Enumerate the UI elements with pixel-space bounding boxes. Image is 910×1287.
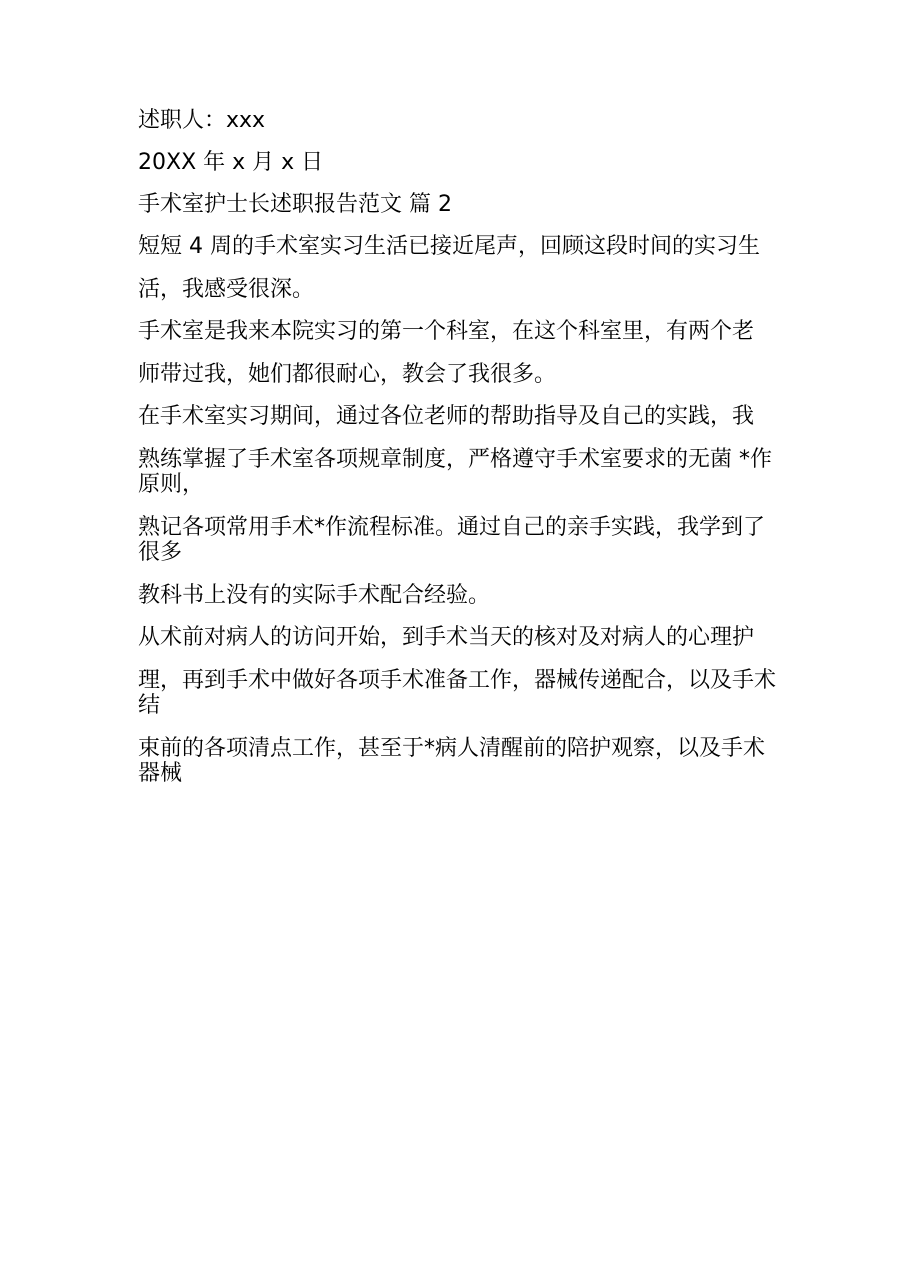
paragraph: 从术前对病人的访问开始，到手术当天的核对及对病人的心理护 — [138, 625, 755, 650]
paragraph: 短短 4 周的手术室实习生活已接近尾声，回顾这段时间的实习生 — [138, 234, 760, 259]
paragraph: 熟练掌握了手术室各项规章制度，严格遵守手术室要求的无菌 *作原则， — [138, 447, 772, 497]
paragraph: 在手术室实习期间，通过各位老师的帮助指导及自己的实践，我 — [138, 404, 755, 429]
paragraph: 理，再到手术中做好各项手术准备工作，器械传递配合，以及手术结 — [138, 668, 777, 718]
paragraph: 束前的各项清点工作，甚至于*病人清醒前的陪护观察，以及手术器械 — [138, 736, 766, 786]
paragraph: 教科书上没有的实际手术配合经验。 — [138, 583, 491, 608]
document-body — [138, 108, 778, 804]
reporter-line: 述职人：xxx — [138, 108, 266, 133]
section-title: 手术室护士长述职报告范文 篇 2 — [138, 192, 452, 217]
date-line: 20XX 年 x 月 x 日 — [138, 150, 324, 175]
paragraph: 师带过我，她们都很耐心，教会了我很多。 — [138, 362, 557, 387]
paragraph: 活，我感受很深。 — [138, 277, 315, 302]
paragraph: 手术室是我来本院实习的第一个科室，在这个科室里，有两个老 — [138, 319, 755, 344]
paragraph: 熟记各项常用手术*作流程标准。通过自己的亲手实践，我学到了很多 — [138, 515, 766, 565]
